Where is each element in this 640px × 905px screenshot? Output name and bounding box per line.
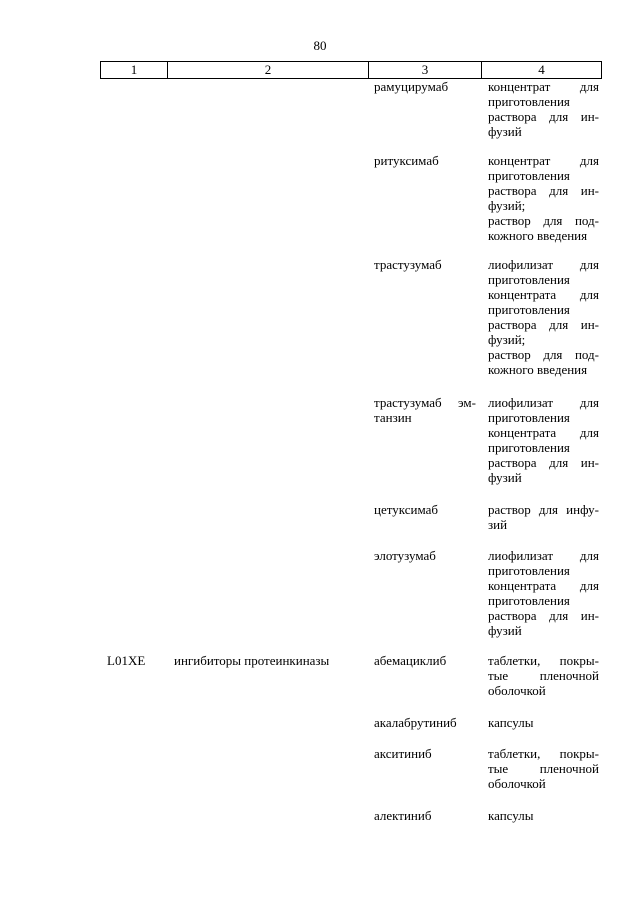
dosage-form-line: фузий xyxy=(488,124,522,139)
word: раствора xyxy=(488,608,537,623)
word: для xyxy=(579,287,599,302)
drug-name xyxy=(374,746,476,761)
word: для xyxy=(538,502,559,517)
pharmacological-group: ингибиторы протеинкиназы xyxy=(174,653,330,668)
dosage-form-line xyxy=(488,608,599,623)
drug-name xyxy=(374,79,476,94)
dosage-form-line: приготовления xyxy=(488,563,570,578)
word: таблетки, xyxy=(488,746,541,761)
dosage-form-line xyxy=(488,761,599,776)
word: пленочной xyxy=(539,761,599,776)
word: концентрат xyxy=(488,153,551,168)
dosage-form-line xyxy=(488,653,599,668)
dosage-form-line xyxy=(488,153,599,168)
dosage-form-line: приготовления xyxy=(488,440,570,455)
drug-name-line: рамуцирумаб xyxy=(374,79,449,94)
dosage-form xyxy=(488,502,599,532)
dosage-form-line: фузий xyxy=(488,470,522,485)
drug-name xyxy=(374,653,476,668)
word: раствор xyxy=(488,347,531,362)
dosage-form xyxy=(488,395,599,485)
header-col-3: 3 xyxy=(368,62,481,78)
dosage-form-line xyxy=(488,213,599,228)
dosage-form-line xyxy=(488,668,599,683)
header-col-2: 2 xyxy=(167,62,368,78)
word: тые xyxy=(488,668,509,683)
word: для xyxy=(579,395,599,410)
drug-name-line: акситиниб xyxy=(374,746,432,761)
word: для xyxy=(549,109,569,124)
dosage-form-line: фузий xyxy=(488,623,522,638)
drug-name-line: абемациклиб xyxy=(374,653,447,668)
word: раствора xyxy=(488,109,537,124)
word: для xyxy=(549,317,569,332)
dosage-form-line: кожного введения xyxy=(488,362,588,377)
word: покры- xyxy=(559,746,599,761)
word: тые xyxy=(488,761,509,776)
word: раствора xyxy=(488,317,537,332)
word: для xyxy=(549,455,569,470)
word: концентрата xyxy=(488,287,557,302)
page-number: 80 xyxy=(313,38,327,53)
word: инфу- xyxy=(566,502,599,517)
word: концентрат xyxy=(488,79,551,94)
drug-name-line: танзин xyxy=(374,410,412,425)
word: ин- xyxy=(580,608,599,623)
dosage-form xyxy=(488,548,599,638)
dosage-form xyxy=(488,715,599,730)
word: раствора xyxy=(488,183,537,198)
drug-name-line xyxy=(374,395,476,410)
drug-name-line: ритуксимаб xyxy=(374,153,439,168)
header-col-1: 1 xyxy=(100,62,167,78)
drug-name xyxy=(374,257,476,272)
word: лиофилизат xyxy=(488,548,554,563)
word: под- xyxy=(574,347,599,362)
drug-name-line: элотузумаб xyxy=(374,548,436,563)
dosage-form xyxy=(488,153,599,243)
word: под- xyxy=(574,213,599,228)
dosage-form-line xyxy=(488,287,599,302)
word: для xyxy=(579,425,599,440)
dosage-form-line: приготовления xyxy=(488,593,570,608)
drug-name-line: алектиниб xyxy=(374,808,432,823)
dosage-form-line: капсулы xyxy=(488,715,534,730)
drug-name xyxy=(374,502,476,517)
drug-name-line: акалабрутиниб xyxy=(374,715,457,730)
dosage-form-line xyxy=(488,425,599,440)
dosage-form-line: оболочкой xyxy=(488,683,546,698)
word: ин- xyxy=(580,109,599,124)
drug-name xyxy=(374,153,476,168)
dosage-form-line: зий xyxy=(488,517,508,532)
word: для xyxy=(579,578,599,593)
dosage-form-line xyxy=(488,455,599,470)
word: раствор xyxy=(488,502,531,517)
dosage-form-line xyxy=(488,548,599,563)
dosage-form-line: приготовления xyxy=(488,94,570,109)
dosage-form-line xyxy=(488,347,599,362)
dosage-form-line: капсулы xyxy=(488,808,534,823)
dosage-form-line: приготовления xyxy=(488,410,570,425)
dosage-form-line xyxy=(488,746,599,761)
word: лиофилизат xyxy=(488,395,554,410)
drug-name xyxy=(374,395,476,425)
dosage-form-line xyxy=(488,502,599,517)
table-header xyxy=(100,61,602,79)
word: концентрата xyxy=(488,425,557,440)
word: трастузумаб xyxy=(374,395,442,410)
word: эм- xyxy=(457,395,476,410)
dosage-form-line xyxy=(488,578,599,593)
header-col-4: 4 xyxy=(481,62,602,78)
dosage-form-line xyxy=(488,183,599,198)
word: для xyxy=(549,183,569,198)
word: пленочной xyxy=(539,668,599,683)
atc-code: L01XE xyxy=(107,653,146,668)
word: для xyxy=(543,213,563,228)
dosage-form-line: кожного введения xyxy=(488,228,588,243)
word: ин- xyxy=(580,317,599,332)
word: для xyxy=(579,548,599,563)
drug-name-line: цетуксимаб xyxy=(374,502,438,517)
dosage-form-line xyxy=(488,109,599,124)
dosage-form xyxy=(488,808,599,823)
dosage-form-line: оболочкой xyxy=(488,776,546,791)
word: лиофилизат xyxy=(488,257,554,272)
dosage-form-line: приготовления xyxy=(488,302,570,317)
dosage-form xyxy=(488,653,599,698)
drug-name xyxy=(374,548,476,563)
drug-name-line: трастузумаб xyxy=(374,257,442,272)
word: раствора xyxy=(488,455,537,470)
word: для xyxy=(579,153,599,168)
word: для xyxy=(549,608,569,623)
dosage-form-line: приготовления xyxy=(488,168,570,183)
word: покры- xyxy=(559,653,599,668)
dosage-form-line xyxy=(488,317,599,332)
dosage-form xyxy=(488,746,599,791)
dosage-form xyxy=(488,79,599,139)
word: раствор xyxy=(488,213,531,228)
word: концентрата xyxy=(488,578,557,593)
word: ин- xyxy=(580,455,599,470)
drug-name xyxy=(374,715,476,730)
dosage-form-line: приготовления xyxy=(488,272,570,287)
word: таблетки, xyxy=(488,653,541,668)
dosage-form-line xyxy=(488,395,599,410)
dosage-form-line xyxy=(488,79,599,94)
dosage-form xyxy=(488,257,599,377)
word: для xyxy=(579,257,599,272)
word: ин- xyxy=(580,183,599,198)
drug-name xyxy=(374,808,476,823)
word: для xyxy=(579,79,599,94)
dosage-form-line: фузий; xyxy=(488,198,526,213)
dosage-form-line xyxy=(488,257,599,272)
word: для xyxy=(543,347,563,362)
dosage-form-line: фузий; xyxy=(488,332,526,347)
